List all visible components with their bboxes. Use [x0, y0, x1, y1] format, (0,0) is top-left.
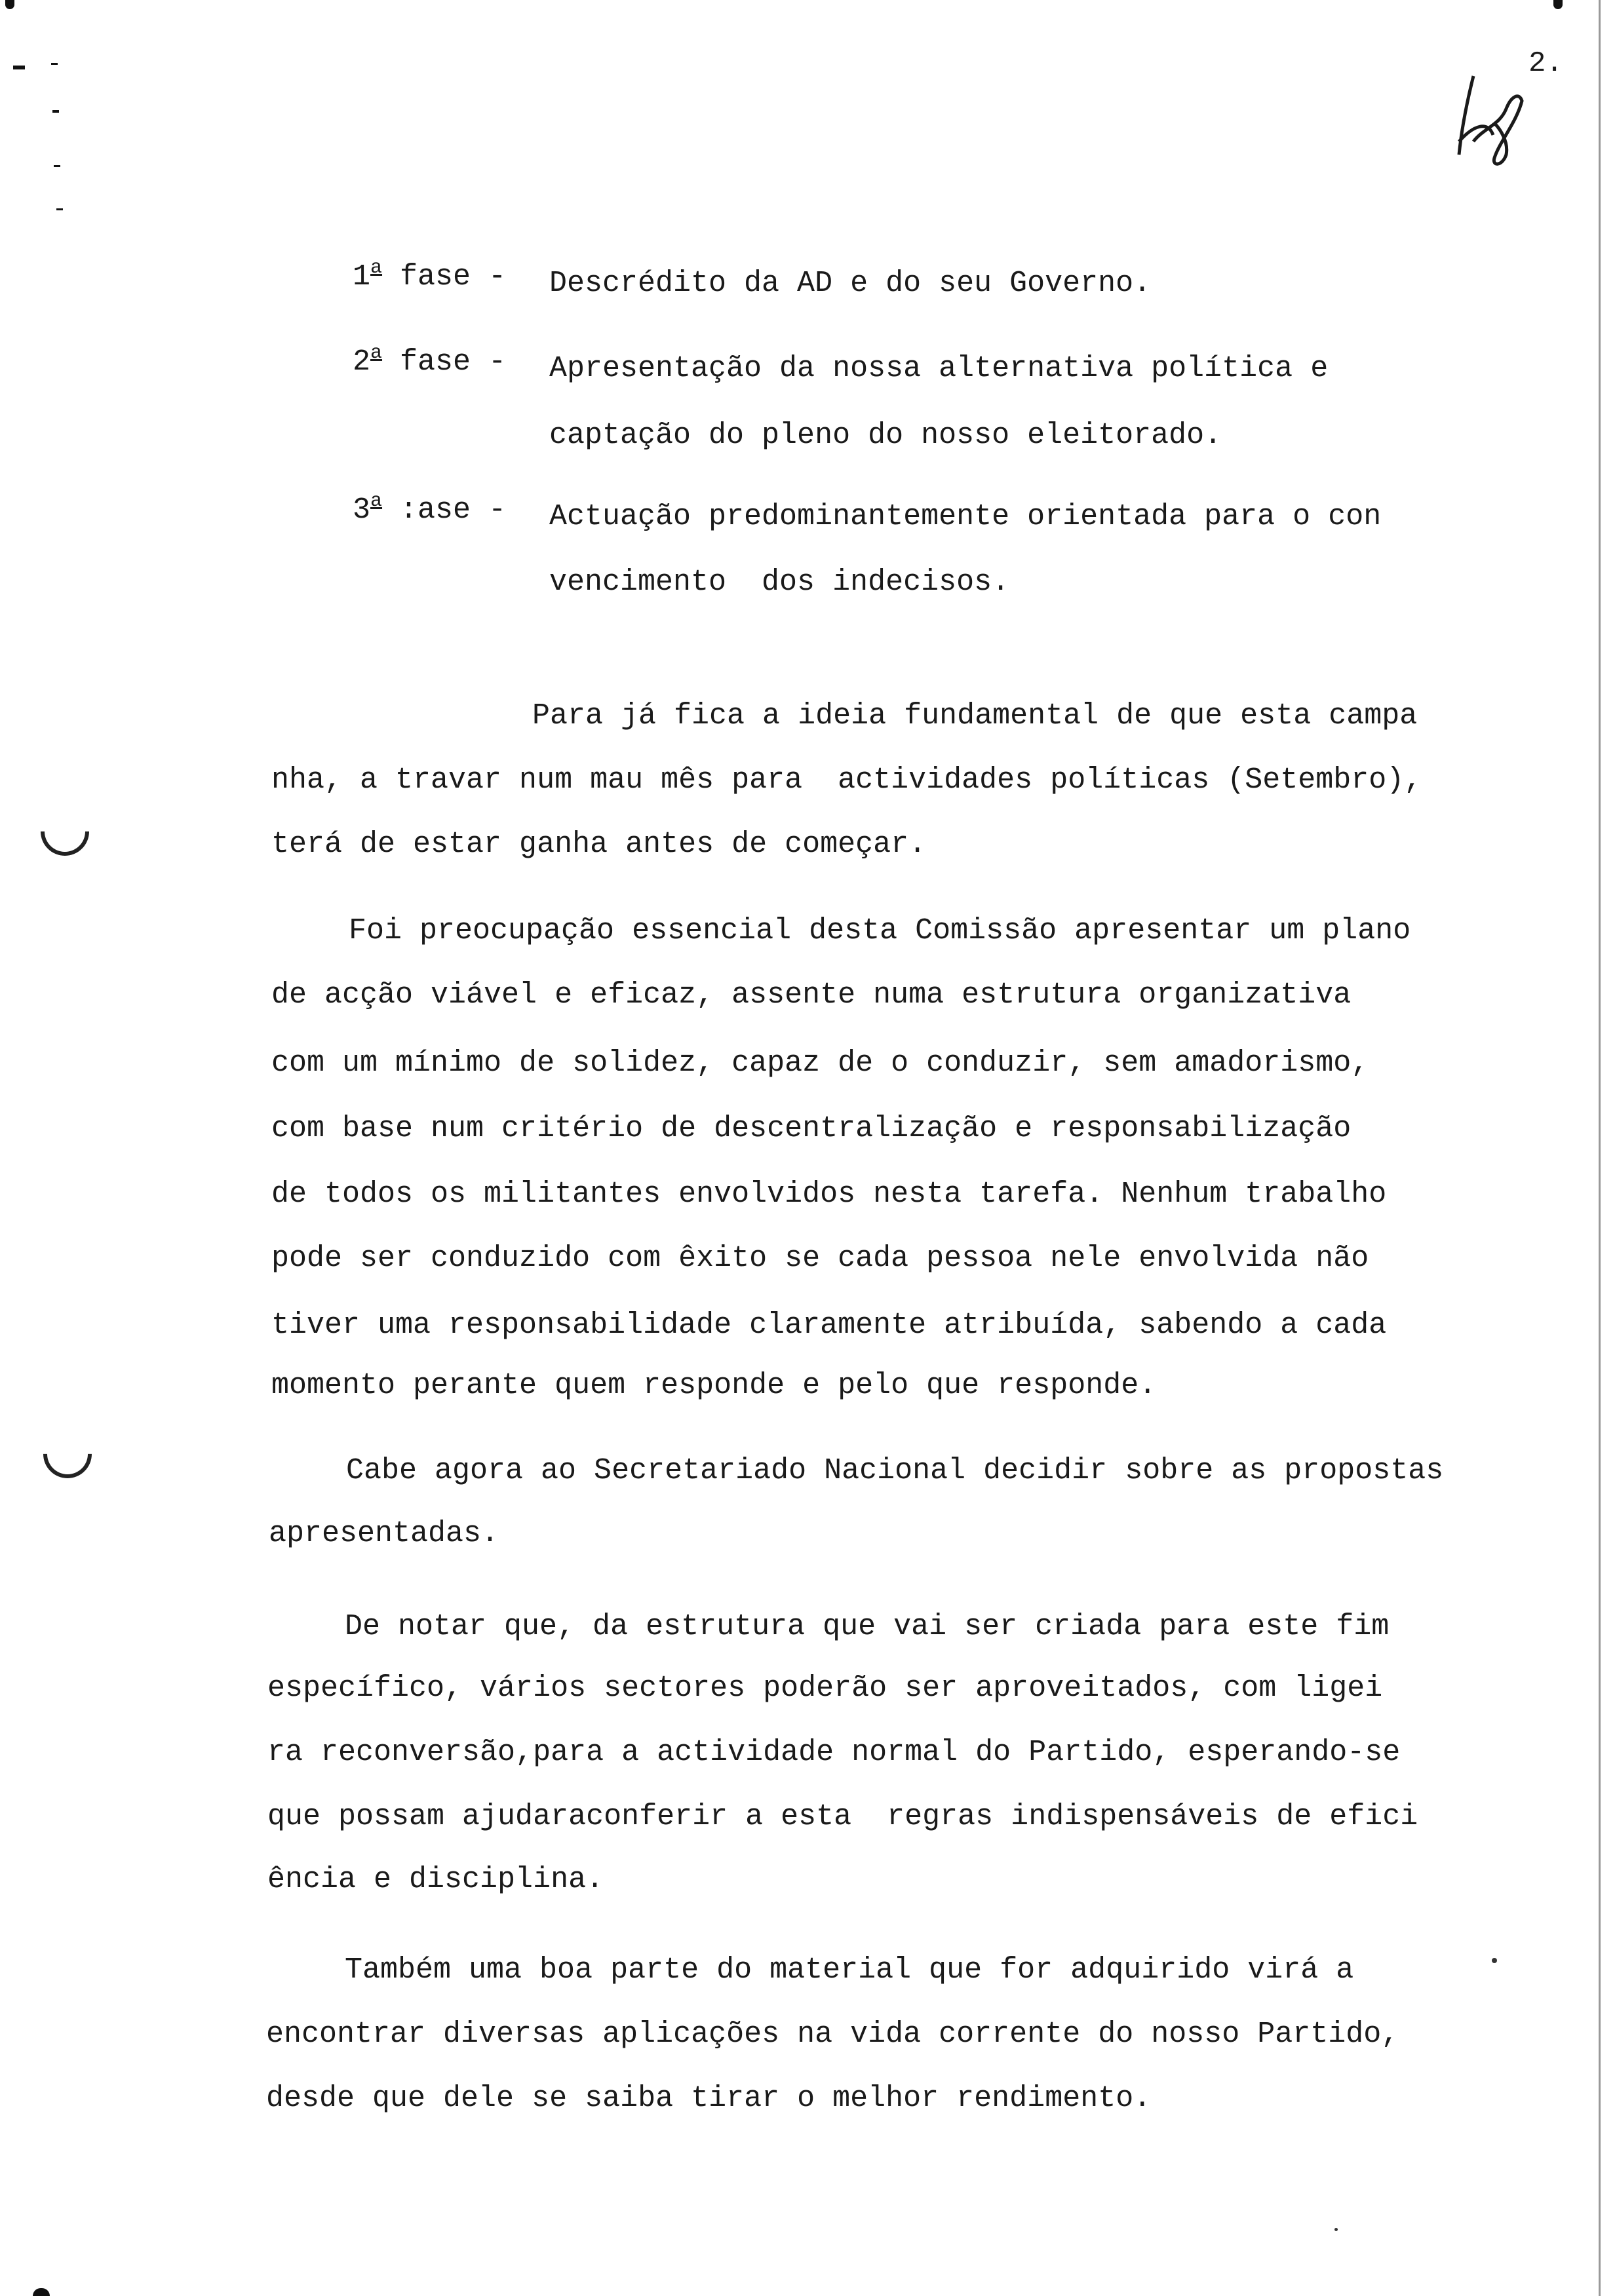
phase-1-number: 1 — [353, 260, 371, 294]
body-line-5: de acção viável e eficaz, assente numa estrutura organizativa — [271, 978, 1352, 1012]
scan-mark-top-left — [5, 0, 14, 9]
phase-3-ordinal: a — [370, 490, 383, 512]
page-number: 2. — [1528, 47, 1563, 80]
scan-mark-dash-5 — [56, 208, 63, 210]
handwritten-initials — [1454, 63, 1526, 168]
phase-1-text-line-1: Descrédito da AD e do seu Governo. — [549, 267, 1152, 300]
body-line-9: pode ser conduzido com êxito se cada pessoa nele envolvida não — [271, 1242, 1369, 1275]
scan-mark-dash-1 — [13, 66, 25, 69]
body-line-19: Também uma boa parte do material que for adquirido virá a — [345, 1953, 1354, 1987]
body-line-15: específico, vários sectores poderão ser aproveitados, com ligei — [267, 1672, 1383, 1705]
scan-mark-dash-3 — [52, 110, 59, 113]
body-line-6: com um mínimo de solidez, capaz de o conduzir, sem amadorismo, — [271, 1046, 1369, 1080]
phase-2-word: fase — [400, 345, 471, 379]
scan-mark-dash-4 — [54, 165, 60, 167]
body-line-12: Cabe agora ao Secretariado Nacional decidir sobre as propostas — [346, 1454, 1444, 1487]
phase-2-number: 2 — [353, 345, 371, 379]
body-line-7: com base num critério de descentralização e responsabilização — [271, 1112, 1352, 1145]
body-line-10: tiver uma responsabilidade claramente atribuída, sabendo a cada — [271, 1309, 1387, 1342]
phase-3-text-line-2: vencimento dos indecisos. — [549, 565, 1010, 599]
body-line-16: ra reconversão,para a actividade normal do Partido, esperando-se — [267, 1736, 1401, 1769]
phase-2-dash: - — [488, 345, 507, 379]
phase-1-dash: - — [488, 260, 507, 294]
body-line-20: encontrar diversas aplicações na vida corrente do nosso Partido, — [266, 2018, 1399, 2051]
speck-2 — [1334, 2228, 1338, 2231]
body-line-17: que possam ajudaraconferir a esta regras indispensáveis de efici — [267, 1800, 1418, 1833]
body-line-13: apresentadas. — [269, 1517, 499, 1550]
body-line-14: De notar que, da estrutura que vai ser criada para este fim — [345, 1610, 1390, 1643]
phase-3-dash: - — [488, 493, 507, 527]
punch-hole-mark-1 — [31, 797, 100, 866]
phase-3-label — [353, 490, 507, 527]
phase-2-ordinal: a — [370, 342, 383, 364]
scan-mark-top-right — [1553, 0, 1563, 9]
page-edge-line — [1599, 0, 1601, 2296]
phase-3-text-line-1: Actuação predominantemente orientada para o con — [549, 500, 1382, 533]
body-line-3: terá de estar ganha antes de começar. — [271, 828, 927, 861]
body-line-4: Foi preocupação essencial desta Comissão apresentar um plano — [349, 914, 1411, 947]
speck-1 — [1492, 1958, 1497, 1963]
phase-1-ordinal: a — [370, 257, 383, 279]
phase-1-word: fase — [400, 260, 471, 294]
phase-2-text-line-2: captação do pleno do nosso eleitorado. — [549, 419, 1222, 452]
phase-2-label — [353, 342, 507, 379]
phase-3-number: 3 — [353, 493, 371, 527]
body-line-1: Para já fica a ideia fundamental de que esta campa — [532, 699, 1418, 733]
phase-1-label — [353, 257, 507, 294]
body-line-11: momento perante quem responde e pelo que responde. — [271, 1369, 1157, 1402]
body-line-8: de todos os militantes envolvidos nesta tarefa. Nenhum trabalho — [271, 1177, 1387, 1211]
body-line-21: desde que dele se saiba tirar o melhor rendimento. — [266, 2082, 1152, 2115]
phase-2-text-line-1: Apresentação da nossa alternativa política e — [549, 352, 1329, 385]
phase-3-word: :ase — [400, 493, 471, 527]
scan-mark-dash-2 — [51, 63, 58, 65]
body-line-18: ência e disciplina. — [267, 1863, 604, 1896]
scan-mark-bottom-left — [33, 2288, 50, 2296]
punch-hole-mark-2 — [33, 1420, 102, 1489]
body-line-2: nha, a travar num mau mês para actividades políticas (Setembro), — [271, 763, 1422, 797]
